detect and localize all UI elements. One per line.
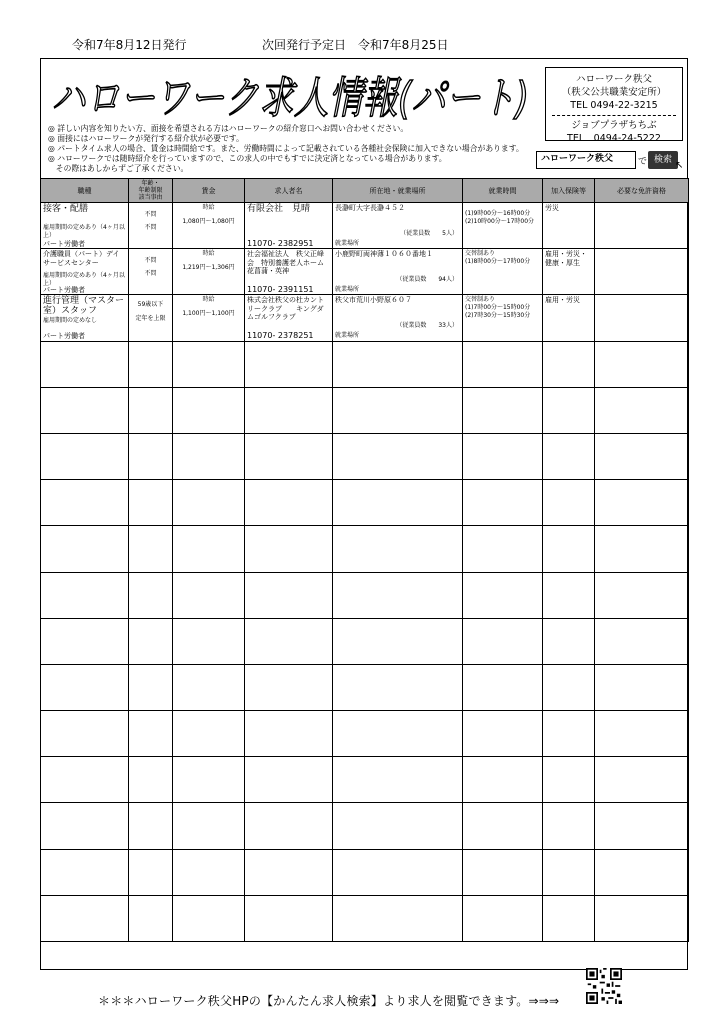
empty-cell [41, 618, 129, 664]
empty-cell [41, 757, 129, 803]
note-line: その際はあしからずご了承ください。 [48, 164, 189, 173]
employment-period: 雇用期間の定めあり（4ヶ月以上） [43, 272, 125, 288]
hours-cell [463, 295, 543, 341]
corp-number: 11070- 2378251 [247, 331, 314, 341]
empty-cell [463, 664, 543, 710]
note-line: ◎ ハローワークでは随時紹介を行っていますので、この求人の中でもすでに決定済となっている場合があります。 [48, 154, 447, 163]
empty-cell [543, 849, 595, 895]
employee-count: （従業員数 5人） [400, 229, 458, 237]
empty-cell [463, 387, 543, 433]
footer-text: ＊＊＊ハローワーク秩父HPの【かんたん求人検索】より求人を閲覧できます。⇒⇒⇒ [98, 994, 560, 1008]
employment-type: パート労働者 [43, 332, 85, 341]
workplace-label: 就業場所 [335, 285, 360, 293]
employer-name: 社会福祉法人 秩父正峰会 特別養護老人ホーム花菖蒲・英神 [247, 250, 324, 276]
workplace-label: 就業場所 [335, 239, 360, 247]
empty-cell [41, 341, 129, 387]
empty-cell [245, 664, 333, 710]
employment-type: パート労働者 [43, 239, 85, 248]
empty-table-row [41, 387, 689, 433]
empty-cell [333, 711, 463, 757]
empty-table-row [41, 895, 689, 941]
empty-cell [41, 664, 129, 710]
insurance-cell [543, 203, 595, 249]
notes [48, 124, 538, 174]
empty-cell [595, 387, 689, 433]
empty-cell [333, 433, 463, 479]
employment-period: 雇用期間の定めなし [43, 317, 98, 325]
empty-cell [245, 711, 333, 757]
empty-cell [543, 341, 595, 387]
empty-cell [595, 433, 689, 479]
empty-cell [595, 895, 689, 941]
empty-cell [543, 757, 595, 803]
employee-count: （従業員数 94人） [396, 275, 458, 283]
license-cell [595, 203, 689, 249]
wage-range: 1,080円～1,080円 [182, 218, 235, 225]
table-row [41, 249, 689, 295]
empty-cell [173, 664, 245, 710]
empty-cell [41, 895, 129, 941]
wage-cell [173, 203, 245, 249]
job-table [40, 178, 689, 942]
job-title: 進行管理（マスター室）スタッフ [43, 296, 125, 317]
empty-cell [41, 849, 129, 895]
empty-table-row [41, 711, 689, 757]
empty-cell [463, 480, 543, 526]
empty-cell [463, 341, 543, 387]
empty-table-row [41, 572, 689, 618]
table-row [41, 295, 689, 341]
wage-range: 1,100円～1,100円 [182, 310, 235, 318]
employer-cell [245, 203, 333, 249]
hours-cell [463, 249, 543, 295]
empty-cell [543, 526, 595, 572]
empty-cell [173, 572, 245, 618]
empty-cell [245, 526, 333, 572]
empty-cell [463, 618, 543, 664]
office-info-box [545, 67, 683, 144]
empty-table-row [41, 849, 689, 895]
header-employer: 求人者名 [245, 179, 333, 203]
empty-cell [595, 711, 689, 757]
empty-cell [333, 341, 463, 387]
empty-cell [173, 480, 245, 526]
employment-type: パート労働者 [43, 285, 85, 294]
empty-cell [245, 433, 333, 479]
insurance-cell [543, 295, 595, 341]
note-line: ◎ 面接にはハローワークが発行する紹介状が必要です。 [48, 134, 244, 143]
location-address: 秩父市荒川小野原６０７ [335, 296, 412, 305]
empty-cell [463, 711, 543, 757]
employer-name: 有限会社 見晴 [247, 204, 311, 214]
wage-cell [173, 249, 245, 295]
empty-cell [463, 526, 543, 572]
age-reason: 不問 [144, 270, 157, 278]
empty-cell [463, 757, 543, 803]
empty-cell [129, 664, 173, 710]
insurance: 雇用・労災 [545, 296, 580, 305]
work-hours: 交替制あり (1)7時00分～15時00分 (2)7時30分～15時30分 [465, 296, 531, 320]
empty-cell [129, 757, 173, 803]
empty-cell [129, 526, 173, 572]
empty-cell [463, 849, 543, 895]
location-address: 長瀞町大字長瀞４５２ [335, 204, 405, 212]
empty-cell [333, 895, 463, 941]
hours-cell [463, 203, 543, 249]
plaza-name: ジョブプラザちちぶ [571, 120, 657, 131]
empty-cell [245, 572, 333, 618]
location-cell [333, 249, 463, 295]
empty-cell [595, 618, 689, 664]
empty-cell [173, 618, 245, 664]
age-cell [129, 295, 173, 341]
empty-cell [463, 433, 543, 479]
empty-table-row [41, 618, 689, 664]
work-hours: (1)9時00分～16時00分 (2)10時00分～17時00分 [465, 210, 535, 225]
empty-cell [129, 895, 173, 941]
employer-name: 株式会社秩父の杜カントリークラブ キングダムゴルフクラブ [247, 296, 324, 322]
issue-date: 令和7年8月12日発行 [72, 38, 187, 52]
empty-cell [245, 341, 333, 387]
empty-cell [129, 433, 173, 479]
wage-range: 1,219円～1,306円 [182, 264, 235, 272]
empty-cell [333, 849, 463, 895]
note-line: ◎ 詳しい内容を知りたい方、面接を希望される方はハローワークの紹介窓口へお問い合わせください。 [48, 124, 409, 133]
empty-table-row [41, 433, 689, 479]
license-cell [595, 295, 689, 341]
age-limit: 59歳以下 [137, 301, 164, 309]
location-address: 小鹿野町両神薄１０６０番地１ [335, 250, 433, 259]
employee-count: （従業員数 33人） [396, 322, 458, 330]
work-hours: 交替制あり (1)8時00分～17時00分 [465, 250, 531, 266]
search-de-label: で [638, 157, 648, 167]
empty-cell [333, 480, 463, 526]
wage-cell [173, 295, 245, 341]
empty-cell [595, 480, 689, 526]
page-title [47, 66, 535, 124]
cursor-icon: ↖ [675, 160, 684, 171]
empty-cell [543, 664, 595, 710]
empty-cell [595, 849, 689, 895]
empty-cell [245, 895, 333, 941]
office-tel: TEL 0494-22-3215 [570, 100, 658, 111]
insurance: 雇用・労災・健康・厚生 [545, 250, 587, 267]
empty-cell [595, 572, 689, 618]
empty-cell [595, 664, 689, 710]
empty-cell [245, 618, 333, 664]
job-cell [41, 203, 129, 249]
empty-cell [543, 433, 595, 479]
empty-table-row [41, 664, 689, 710]
empty-cell [129, 803, 173, 849]
empty-cell [245, 803, 333, 849]
empty-cell [595, 803, 689, 849]
header-insurance: 加入保険等 [543, 179, 595, 203]
empty-table-row [41, 526, 689, 572]
location-cell [333, 203, 463, 249]
empty-cell [595, 341, 689, 387]
empty-cell [173, 433, 245, 479]
employer-cell [245, 295, 333, 341]
wage-type: 時給 [202, 296, 215, 304]
age-cell [129, 203, 173, 249]
qr-code-icon[interactable] [586, 968, 622, 1004]
age-reason: 不問 [144, 224, 157, 231]
empty-cell [173, 387, 245, 433]
header-location: 所在地・就業場所 [333, 179, 463, 203]
header-job: 職種 [41, 179, 129, 203]
empty-cell [41, 387, 129, 433]
empty-cell [333, 618, 463, 664]
empty-cell [41, 803, 129, 849]
wage-type: 時給 [202, 204, 215, 211]
empty-cell [333, 387, 463, 433]
job-cell [41, 295, 129, 341]
employment-period: 雇用期間の定めあり（4ヶ月以上） [43, 224, 125, 239]
empty-cell [333, 526, 463, 572]
empty-cell [129, 480, 173, 526]
empty-cell [543, 803, 595, 849]
empty-cell [463, 572, 543, 618]
empty-cell [129, 711, 173, 757]
empty-cell [543, 572, 595, 618]
empty-cell [245, 849, 333, 895]
empty-cell [595, 526, 689, 572]
empty-cell [173, 895, 245, 941]
office-sub: （秩父公共職業安定所） [561, 87, 667, 98]
age-cell [129, 249, 173, 295]
empty-cell [333, 572, 463, 618]
empty-table-row [41, 341, 689, 387]
empty-cell [543, 711, 595, 757]
header-hours: 就業時間 [463, 179, 543, 203]
table-row [41, 203, 689, 249]
insurance-cell [543, 249, 595, 295]
empty-cell [173, 526, 245, 572]
corp-number: 11070- 2382951 [247, 238, 314, 248]
header-license: 必要な免許資格 [595, 179, 689, 203]
next-issue-date: 次回発行予定日 令和7年8月25日 [262, 38, 449, 52]
workplace-label: 就業場所 [335, 332, 360, 340]
empty-cell [333, 664, 463, 710]
empty-cell [333, 757, 463, 803]
empty-cell [129, 849, 173, 895]
table-header-row [41, 179, 689, 203]
empty-table-row [41, 757, 689, 803]
header-age: 年齢・ 年齢制限 該当事由 [129, 179, 173, 203]
empty-cell [173, 757, 245, 803]
insurance: 労災 [545, 204, 559, 212]
empty-table-row [41, 480, 689, 526]
page-title-text: ハローワーク求人情報(パート) [51, 73, 529, 124]
empty-cell [333, 803, 463, 849]
empty-cell [245, 387, 333, 433]
search-button[interactable]: 検索 [648, 151, 678, 169]
wage-type: 時給 [202, 250, 215, 258]
empty-cell [543, 387, 595, 433]
employer-cell [245, 249, 333, 295]
empty-cell [543, 895, 595, 941]
empty-cell [41, 711, 129, 757]
age-limit: 不問 [144, 211, 157, 218]
empty-cell [41, 526, 129, 572]
office-divider [552, 115, 676, 116]
age-limit: 不問 [144, 257, 157, 265]
empty-cell [129, 341, 173, 387]
office-name: ハローワーク秩父 [575, 74, 652, 85]
plaza-tel: TEL 0494-24-5222 [567, 133, 661, 144]
empty-cell [173, 341, 245, 387]
location-cell [333, 295, 463, 341]
header-wage: 賃金 [173, 179, 245, 203]
corp-number: 11070- 2391151 [247, 284, 314, 294]
empty-cell [595, 757, 689, 803]
empty-cell [41, 480, 129, 526]
job-title: 接客・配膳 [43, 204, 89, 214]
empty-cell [129, 618, 173, 664]
empty-cell [41, 433, 129, 479]
empty-cell [129, 572, 173, 618]
empty-cell [543, 618, 595, 664]
empty-cell [173, 803, 245, 849]
empty-cell [463, 895, 543, 941]
empty-cell [543, 480, 595, 526]
empty-cell [41, 572, 129, 618]
job-cell [41, 249, 129, 295]
empty-table-row [41, 803, 689, 849]
job-title: 介護職員（パート）デイサービスセンター [43, 250, 120, 267]
note-line: ◎ パートタイム求人の場合、賃金は時間給です。また、労働時間によって記載されている各種社会保険に加入できない場合があります。 [48, 144, 524, 153]
empty-cell [245, 757, 333, 803]
empty-cell [463, 803, 543, 849]
empty-cell [173, 711, 245, 757]
age-reason: 定年を上限 [135, 315, 166, 323]
empty-cell [173, 849, 245, 895]
license-cell [595, 249, 689, 295]
empty-cell [245, 480, 333, 526]
search-input[interactable]: ハローワーク秩父 [536, 151, 636, 169]
empty-cell [129, 387, 173, 433]
